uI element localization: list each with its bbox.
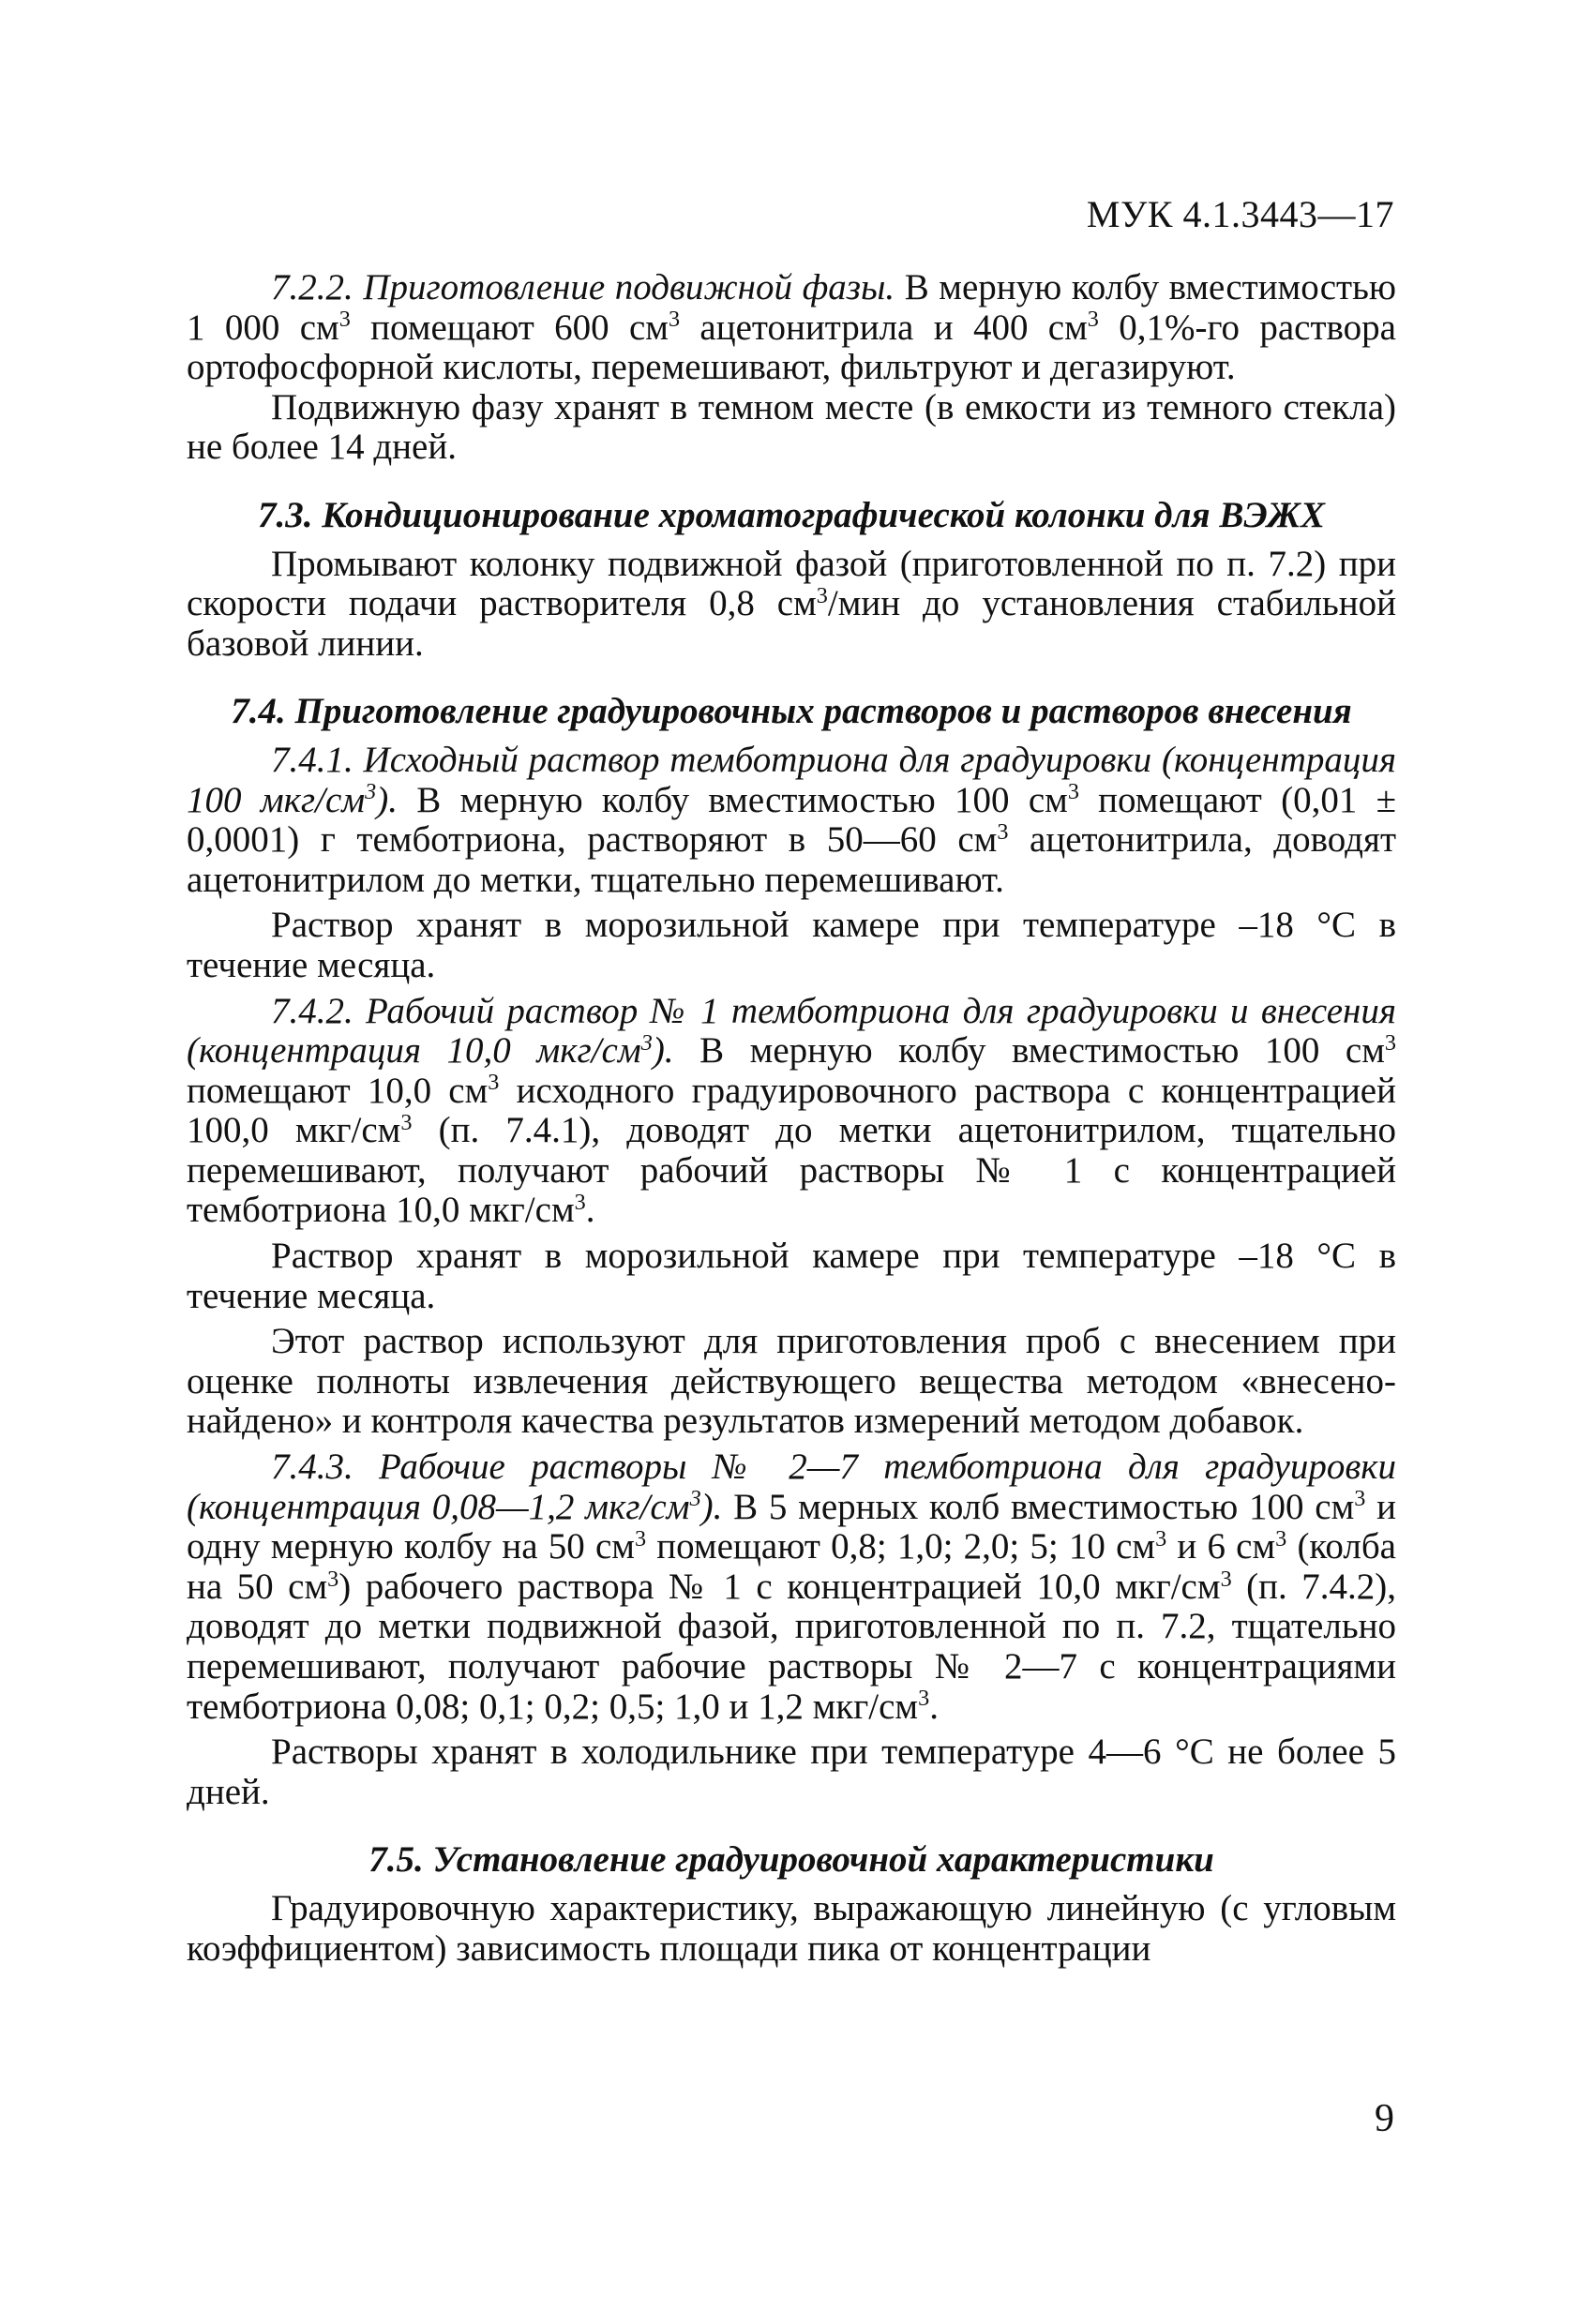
superscript: 3 [400,1109,413,1135]
superscript: 3 [689,1486,701,1512]
page-number: 9 [1375,2097,1394,2140]
superscript: 3 [918,1686,930,1712]
subsection-label-7-4-3: 7.4.3. Рабочие растворы № 2—7 темботриона для градуировки (концентрация 0,08—1,2 мкг/$см^3$). [187,1447,1396,1527]
subsection-label-7-4-1: 7.4.1. Исходный раствор темботриона для градуировки (концентрация 100 мкг/$см^3$). [187,739,1396,820]
superscript: 3 [1220,1566,1232,1592]
superscript: 3 [640,1029,653,1056]
paragraph-storage-3: Растворы хранят в холодильнике при температуре 4—6 °С не более 5 дней. [187,1732,1396,1812]
page-content [187,268,1396,1969]
superscript: 3 [1067,779,1079,805]
paragraph-7-4-2: 7.4.2. Рабочий раствор № 1 темботриона для градуировки и внесения (концентрация 10,0 мкг/$см^3$). В мерную колбу вместимостью 100 $см^3$ помещают 10,0 $см^3$ исходного градуировочного раствора с концентрацией 100,0 мкг/$см^3$ (п. 7.4.1), доводят до метки ацетонитрилом, тщательно перемешивают, получают рабочий растворы № 1 с концентрацией темботриона 10,0 мкг/$см^3$. [187,990,1396,1231]
paragraph-usage: Этот раствор используют для приготовления проб с внесением при оценке полноты извлечения действующего вещества методом «внесено-найдено» и контроля качества результатов измерений методом добавок. [187,1321,1396,1442]
superscript: 3 [1087,307,1099,333]
superscript: 3 [1155,1525,1167,1552]
superscript: 3 [574,1190,586,1216]
subsection-label-7-2-2: 7.2.2. Приготовление подвижной фазы. [271,267,895,307]
superscript: 3 [327,1566,339,1592]
paragraph-7-5: Градуировочную характеристику, выражающую линейную (с угловым коэффициентом) зависимость площади пика от концентрации [187,1887,1396,1969]
document-code-header: МУК 4.1.3443—17 [1086,193,1394,235]
section-heading-7-4: 7.4. Приготовление градуировочных растворов и растворов внесения [231,691,1352,732]
paragraph-7-2-2: 7.2.2. Приготовление подвижной фазы. В мерную колбу вместимостью 1 000 $см^3$ помещают 600 $см^3$ ацетонитрила и 400 $см^3$ 0,1%-го раствора ортофосфорной кислоты, перемешивают, фильтруют и дегазируют. [187,267,1396,388]
section-heading-7-3: 7.3. Кондиционирование хроматографической колонки для ВЭЖХ [257,494,1326,535]
paragraph-7-4-1: 7.4.1. Исходный раствор темботриона для градуировки (концентрация 100 мкг/$см^3$). В мерную колбу вместимостью 100 $см^3$ помещают (0,01 ± 0,0001) г темботриона, растворяют в 50—60 $см^3$ ацетонитрила, доводят ацетонитрилом до метки, тщательно перемешивают. [187,739,1397,900]
superscript: 3 [668,307,681,333]
paragraph-storage-2: Раствор хранят в морозильной камере при температуре –18 °С в течение месяца. [187,1236,1396,1316]
superscript: 3 [634,1525,647,1552]
subsection-label-7-4-2: 7.4.2. Рабочий раствор № 1 темботриона для градуировки и внесения (концентрация 10,0 мкг/$см^3$). [187,990,1396,1072]
superscript: 3 [488,1070,500,1096]
superscript: 3 [365,779,377,805]
superscript: 3 [997,818,1009,845]
paragraph-storage-1: Раствор хранят в морозильной камере при температуре –18 °С в течение месяца. [187,905,1396,985]
paragraph-7-4-3: 7.4.3. Рабочие растворы № 2—7 темботриона для градуировки (концентрация 0,08—1,2 мкг/$см^3$). В 5 мерных колб вместимостью 100 $см^3$ и одну мерную колбу на 50 $см^3$ помещают 0,8; 1,0; 2,0; 5; 10 $см^3$ и 6 $см^3$ (колба на 50 $см^3$) рабочего раствора № 1 с концентрацией 10,0 мкг/$см^3$ (п. 7.4.2), доводят до метки подвижной фазой, приготовленной по п. 7.2, тщательно перемешивают, получают рабочие растворы № 2—7 с концентрациями темботриона 0,08; 0,1; 0,2; 0,5; 1,0 и 1,2 мкг/$см^3$. [187,1447,1397,1727]
superscript: 3 [816,582,828,608]
paragraph-storage-mobile-phase: Подвижную фазу хранят в темном месте (в емкости из темного стекла) не более 14 дней. [187,386,1396,468]
superscript: 3 [1384,1029,1396,1056]
section-heading-7-5: 7.5. Установление градуировочной характеристики [368,1839,1214,1881]
superscript: 3 [1275,1525,1287,1552]
superscript: 3 [1354,1486,1366,1512]
paragraph-7-3: Промывают колонку подвижной фазой (приготовленной по п. 7.2) при скорости подачи растворителя 0,8 $см^3$/мин до установления стабильной базовой линии. [187,543,1396,664]
superscript: 3 [338,307,351,333]
